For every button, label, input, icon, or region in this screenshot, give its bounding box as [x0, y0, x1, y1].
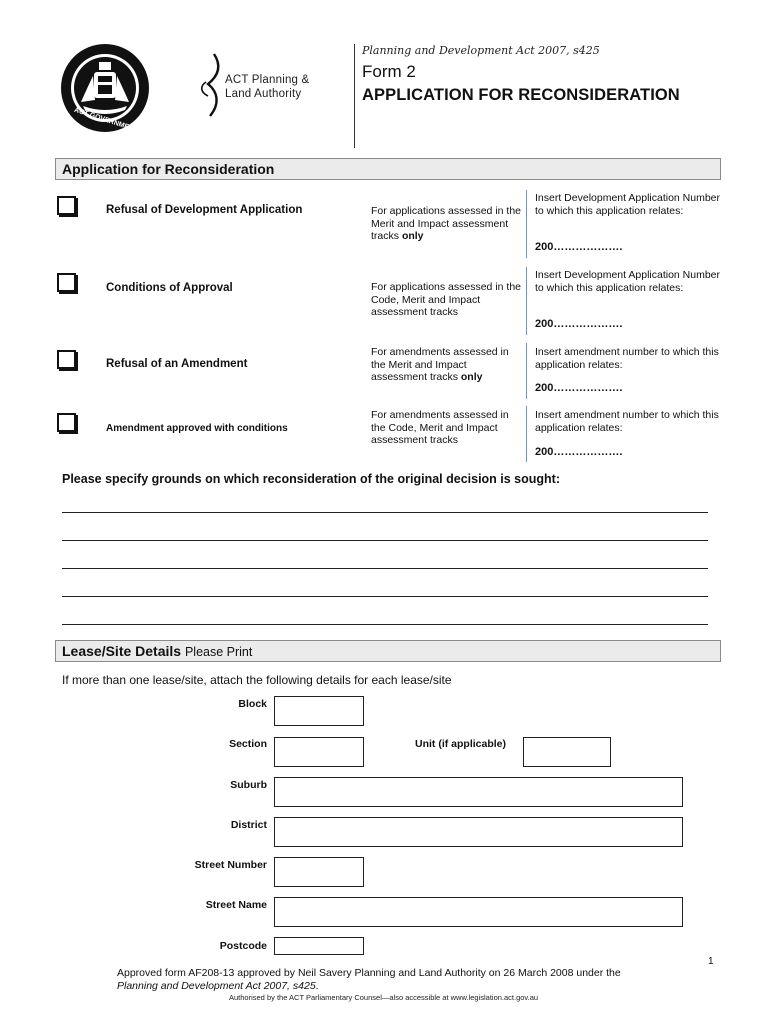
form-number: Form 2: [362, 62, 416, 81]
application-number-field[interactable]: 200……………….: [535, 241, 623, 253]
district-label: District: [230, 819, 267, 831]
section-title: Application for Reconsideration: [62, 161, 275, 177]
application-number-field[interactable]: 200……………….: [535, 318, 623, 330]
grounds-line-4[interactable]: [62, 596, 708, 597]
page-number: 1: [708, 956, 714, 967]
lease-section-header: [55, 640, 721, 662]
insert-instruction: Insert Development Application Number to which this application relates:: [535, 192, 721, 217]
checkbox-refusal-of-development-application[interactable]: [57, 196, 76, 215]
street-number-label: Street Number: [194, 859, 267, 871]
block-label: Block: [238, 698, 267, 710]
amendment-number-field[interactable]: 200……………….: [535, 446, 623, 458]
insert-instruction: Insert amendment number to which this application relates:: [535, 409, 719, 434]
form-title: APPLICATION FOR RECONSIDERATION: [362, 86, 680, 104]
header-divider: [354, 44, 355, 148]
option-label: Refusal of Development Application: [106, 204, 303, 216]
section-input[interactable]: [274, 737, 364, 767]
field-divider: [526, 343, 527, 399]
assessment-track-note: For amendments assessed in the Merit and Impact assessment tracks only: [371, 346, 509, 383]
postcode-label: Postcode: [219, 940, 267, 952]
option-label: Refusal of an Amendment: [106, 358, 248, 370]
assessment-track-note: For applications assessed in the Merit and Impact assessment tracks only: [371, 205, 521, 242]
reconsideration-section-header: [55, 158, 721, 180]
act-reference: Planning and Development Act 2007, s425: [362, 44, 600, 57]
option-label: Amendment approved with conditions: [106, 423, 288, 434]
authority-name: [225, 73, 309, 101]
insert-instruction: Insert amendment number to which this application relates:: [535, 346, 719, 371]
svg-text:ACT GOVERNMENT: ACT GOVERNMENT: [73, 106, 139, 134]
section-title: Lease/Site Details: [62, 643, 182, 659]
grounds-line-5[interactable]: [62, 624, 708, 625]
section-subtitle: Please Print: [184, 645, 253, 659]
assessment-track-note: For applications assessed in the Code, Merit and Impact assessment tracks: [371, 281, 521, 318]
checkbox-conditions-of-approval[interactable]: [57, 273, 76, 292]
amendment-number-field[interactable]: 200……………….: [535, 382, 623, 394]
lease-note: If more than one lease/site, attach the following details for each lease/site: [62, 673, 452, 687]
street-name-input[interactable]: [274, 897, 683, 927]
suburb-input[interactable]: [274, 777, 683, 807]
field-divider: [526, 406, 527, 462]
unit-label: Unit (if applicable): [415, 738, 507, 750]
approval-act: Planning and Development Act 2007, s425: [117, 979, 316, 992]
authority-name-line2: Land Authority: [225, 88, 302, 100]
insert-instruction: Insert Development Application Number to which this application relates:: [535, 269, 721, 294]
section-label: Section: [229, 738, 267, 750]
street-number-input[interactable]: [274, 857, 364, 887]
authorised-note: Authorised by the ACT Parliamentary Counsel—also accessible at www.legislation.act.gov.au: [229, 993, 539, 1002]
unit-input[interactable]: [523, 737, 611, 767]
district-input[interactable]: [274, 817, 683, 847]
authority-name-line1: ACT Planning &: [225, 74, 310, 86]
assessment-track-note: For amendments assessed in the Code, Merit and Impact assessment tracks: [371, 409, 509, 446]
grounds-line-3[interactable]: [62, 568, 708, 569]
option-label: Conditions of Approval: [106, 282, 233, 294]
grounds-line-2[interactable]: [62, 540, 708, 541]
street-name-label: Street Name: [205, 899, 267, 911]
field-divider: [526, 267, 527, 335]
grounds-question: Please specify grounds on which reconsideration of the original decision is sought:: [62, 472, 560, 486]
seal-text: [62, 96, 152, 136]
field-divider: [526, 190, 527, 258]
checkbox-amendment-approved-with-conditions[interactable]: [57, 413, 76, 432]
grounds-line-1[interactable]: [62, 512, 708, 513]
checkbox-refusal-of-an-amendment[interactable]: [57, 350, 76, 369]
postcode-input[interactable]: [274, 937, 364, 955]
suburb-label: Suburb: [230, 779, 267, 791]
block-input[interactable]: [274, 696, 364, 726]
approval-note: Approved form AF208-13 approved by Neil Savery Planning and Land Authority on 26 March 2008 under the Planning and Development Act 2007, s425.: [117, 967, 621, 992]
